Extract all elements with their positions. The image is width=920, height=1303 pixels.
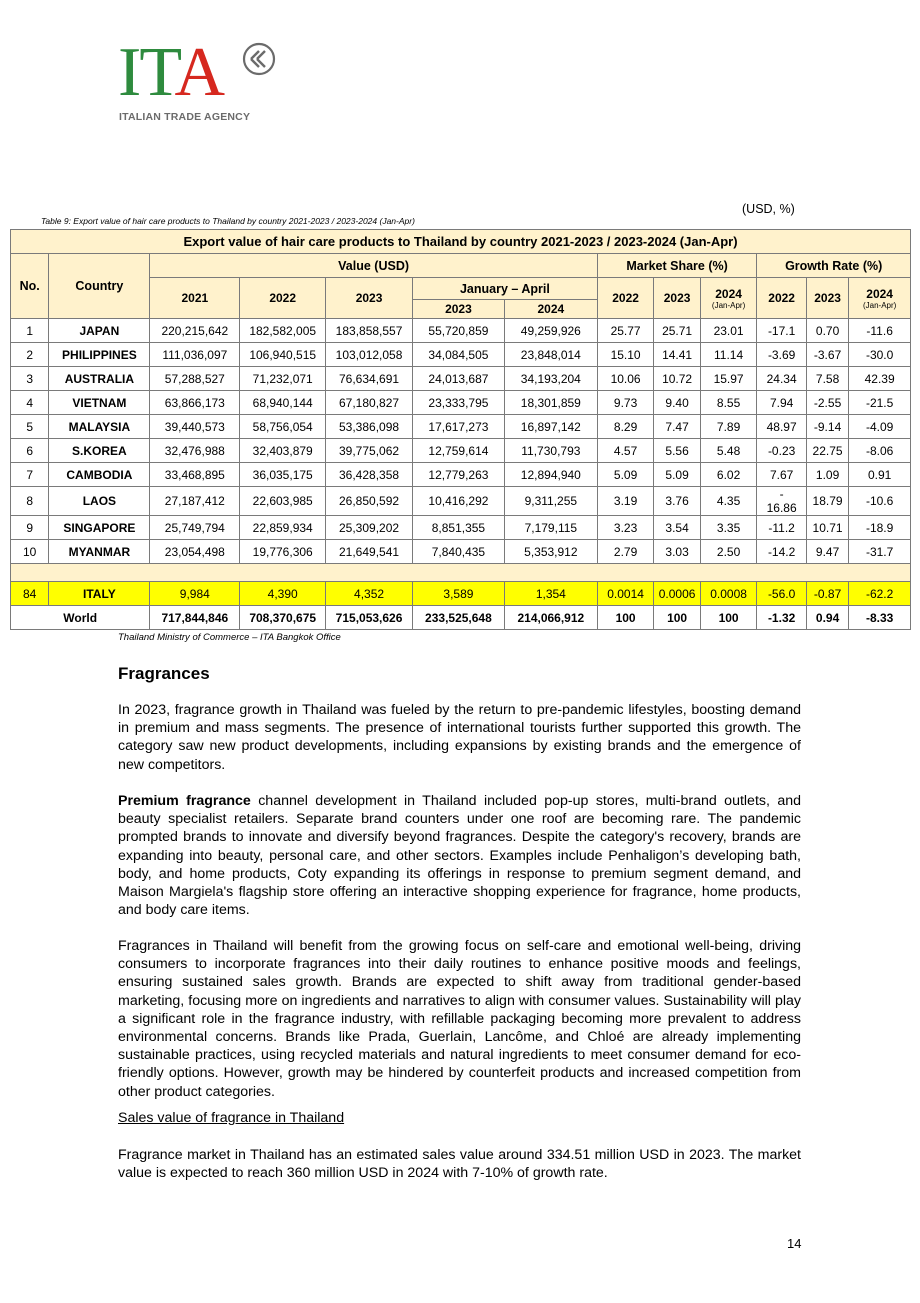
cell-v2021: 57,288,527 [150,367,240,391]
cell-ja2023: 34,084,505 [412,343,504,367]
cell-gr2024: -30.0 [849,343,911,367]
cell-gr2022: 48.97 [757,415,806,439]
page-number: 14 [787,1236,802,1251]
cell-v2023: 25,309,202 [326,516,413,540]
cell-ms2023: 25.71 [654,319,700,343]
table-row [11,516,911,540]
cell-v2023: 36,428,358 [326,463,413,487]
cell-v2022: 4,390 [240,582,326,606]
header-ja-2024: 2024 [504,300,597,319]
cell-gr2023: 0.70 [806,319,848,343]
cell-gr2024: -8.06 [849,439,911,463]
cell-ms2023: 3.76 [654,487,700,516]
cell-ja2024: 49,259,926 [504,319,597,343]
header-growth-group: Growth Rate (%) [757,254,911,278]
cell-no: 6 [11,439,49,463]
table-row [11,487,911,516]
header-ja-2023: 2023 [412,300,504,319]
cell-v2023: 183,858,557 [326,319,413,343]
cell-v2021: 32,476,988 [150,439,240,463]
cell-country: JAPAN [49,319,150,343]
cell-ms2022: 4.57 [597,439,654,463]
header-gr-2024 [849,278,911,319]
cell-v2022: 68,940,144 [240,391,326,415]
logo-arrows-icon [242,42,276,76]
cell-gr2022 [757,487,806,516]
paragraph-premium-lead: Premium fragrance [118,793,251,809]
cell-v2023: 715,053,626 [326,606,413,630]
cell-v2021: 63,866,173 [150,391,240,415]
header-jan-apr: January – April [412,278,597,300]
cell-ja2023: 8,851,355 [412,516,504,540]
cell-ms2023: 0.0006 [654,582,700,606]
cell-ms2022: 25.77 [597,319,654,343]
cell-gr2022: -11.2 [757,516,806,540]
cell-ms2024: 4.35 [700,487,757,516]
section-title: Fragrances [118,664,210,683]
units-note: (USD, %) [742,202,795,216]
header-gr-2024-sub: (Jan-Apr) [862,300,897,310]
cell-ja2023: 3,589 [412,582,504,606]
cell-ms2024: 11.14 [700,343,757,367]
cell-country: CAMBODIA [49,463,150,487]
cell-v2021: 111,036,097 [150,343,240,367]
cell-gr2024: -11.6 [849,319,911,343]
table-row-world [11,606,911,630]
table-row [11,319,911,343]
cell-ms2022: 10.06 [597,367,654,391]
cell-country: SINGAPORE [49,516,150,540]
cell-country: ITALY [49,582,150,606]
cell-gr2022: -3.69 [757,343,806,367]
cell-no: 1 [11,319,49,343]
logo-letter-i: I [118,34,140,111]
cell-v2023: 39,775,062 [326,439,413,463]
cell-ja2023: 7,840,435 [412,540,504,564]
cell-v2022: 106,940,515 [240,343,326,367]
cell-ja2023: 12,759,614 [412,439,504,463]
paragraph-sales-value: Fragrance market in Thailand has an estimated sales value around 334.51 million USD in 2023. The market value is expected to reach 360 million USD in 2024 with 7-10% of growth rate. [118,1147,801,1182]
cell-v2021: 220,215,642 [150,319,240,343]
cell-ms2023: 3.03 [654,540,700,564]
header-ms-2022: 2022 [597,278,654,319]
cell-v2023: 53,386,098 [326,415,413,439]
table-row [11,343,911,367]
header-share-group: Market Share (%) [597,254,757,278]
cell-country: MYANMAR [49,540,150,564]
cell-ja2024: 11,730,793 [504,439,597,463]
export-table [10,229,911,630]
header-value-group: Value (USD) [150,254,597,278]
cell-v2021: 717,844,846 [150,606,240,630]
cell-ms2024: 6.02 [700,463,757,487]
cell-v2023: 76,634,691 [326,367,413,391]
cell-gr2024: -8.33 [849,606,911,630]
header-gr-2024-year: 2024 [866,286,893,301]
header-row-1 [11,254,911,278]
cell-no: 5 [11,415,49,439]
cell-v2022: 22,603,985 [240,487,326,516]
cell-gr2023: -3.67 [806,343,848,367]
cell-ja2024: 5,353,912 [504,540,597,564]
cell-no: 2 [11,343,49,367]
table-row-italy [11,582,911,606]
cell-gr2023: 18.79 [806,487,848,516]
cell-ms2022: 9.73 [597,391,654,415]
table-spacer-row [11,564,911,582]
cell-gr2022-value: 16.86 [766,501,797,515]
table-title: Export value of hair care products to Thailand by country 2021-2023 / 2023-2024 (Jan-Apr) [11,230,911,254]
cell-v2022: 22,859,934 [240,516,326,540]
cell-v2023: 26,850,592 [326,487,413,516]
cell-country: VIETNAM [49,391,150,415]
header-no: No. [11,254,49,319]
cell-ms2022: 15.10 [597,343,654,367]
table-row [11,540,911,564]
cell-gr2022: -17.1 [757,319,806,343]
cell-gr2023: -2.55 [806,391,848,415]
header-gr-2023: 2023 [806,278,848,319]
cell-v2023: 67,180,827 [326,391,413,415]
cell-ms2024: 2.50 [700,540,757,564]
cell-gr2022: -1.32 [757,606,806,630]
cell-ms2024: 15.97 [700,367,757,391]
cell-ms2024: 23.01 [700,319,757,343]
cell-ja2024: 9,311,255 [504,487,597,516]
header-2022: 2022 [240,278,326,319]
cell-gr2024: -62.2 [849,582,911,606]
cell-gr2024: -10.6 [849,487,911,516]
cell-gr2022: -56.0 [757,582,806,606]
cell-world-label: World [11,606,150,630]
header-ms-2024-year: 2024 [715,286,742,301]
cell-gr2022: 7.94 [757,391,806,415]
cell-country: MALAYSIA [49,415,150,439]
cell-ja2023: 233,525,648 [412,606,504,630]
cell-gr2024: 42.39 [849,367,911,391]
cell-ms2022: 100 [597,606,654,630]
cell-ms2023: 10.72 [654,367,700,391]
cell-gr2023: 22.75 [806,439,848,463]
cell-ms2023: 5.56 [654,439,700,463]
cell-v2022: 32,403,879 [240,439,326,463]
cell-ja2024: 1,354 [504,582,597,606]
header-gr-2022: 2022 [757,278,806,319]
table-title-row [11,230,911,254]
logo-letter-a: A [174,34,224,111]
cell-gr2023: 1.09 [806,463,848,487]
cell-ja2023: 10,416,292 [412,487,504,516]
table-row [11,463,911,487]
table-row [11,439,911,463]
cell-ms2022: 2.79 [597,540,654,564]
cell-ms2023: 14.41 [654,343,700,367]
header-2023: 2023 [326,278,413,319]
cell-no: 84 [11,582,49,606]
cell-v2022: 182,582,005 [240,319,326,343]
cell-country: AUSTRALIA [49,367,150,391]
cell-no: 4 [11,391,49,415]
cell-country: S.KOREA [49,439,150,463]
logo-letter-t: T [139,34,175,111]
cell-no: 9 [11,516,49,540]
cell-ms2024: 100 [700,606,757,630]
cell-ja2024: 16,897,142 [504,415,597,439]
cell-gr2024: 0.91 [849,463,911,487]
cell-v2022: 58,756,054 [240,415,326,439]
cell-ja2024: 12,894,940 [504,463,597,487]
cell-ms2023: 7.47 [654,415,700,439]
cell-ja2024: 214,066,912 [504,606,597,630]
header-ms-2023: 2023 [654,278,700,319]
cell-ja2024: 7,179,115 [504,516,597,540]
cell-ja2023: 23,333,795 [412,391,504,415]
cell-ms2022: 5.09 [597,463,654,487]
cell-v2021: 33,468,895 [150,463,240,487]
cell-v2022: 19,776,306 [240,540,326,564]
cell-ms2023: 5.09 [654,463,700,487]
cell-gr2022: -0.23 [757,439,806,463]
cell-gr2024: -31.7 [849,540,911,564]
table-caption: Table 9: Export value of hair care products to Thailand by country 2021-2023 / 2023-2024 (Jan-Apr) [41,216,415,226]
cell-ms2022: 8.29 [597,415,654,439]
cell-ja2023: 12,779,263 [412,463,504,487]
paragraph-premium-body: channel development in Thailand included pop-up stores, multi-brand outlets, and beauty specialist retailers. Separate brand counters under one roof are becoming rare. The pandemic prompted brands to innovate and diversify beyond fragrances. Despite the category's recovery, brands are expanding into beauty, personal care, and other sectors. Examples include Penhaligon’s developing bath, body, and home products, Coty expanding its offerings in response to premium segment demand, and Maison Margiela's flagship store offering an interactive shopping experience for fragrance, home products, and body care items. [118,793,801,919]
table-row [11,415,911,439]
cell-v2023: 21,649,541 [326,540,413,564]
cell-v2021: 23,054,498 [150,540,240,564]
source-note: Thailand Ministry of Commerce – ITA Bangkok Office [118,632,341,643]
cell-no: 8 [11,487,49,516]
cell-gr2023: -0.87 [806,582,848,606]
header-ms-2024 [700,278,757,319]
ita-logo [118,34,278,128]
cell-gr2023: 7.58 [806,367,848,391]
spacer-cell [11,564,911,582]
cell-ja2024: 23,848,014 [504,343,597,367]
cell-ms2023: 9.40 [654,391,700,415]
cell-ja2024: 34,193,204 [504,367,597,391]
table-row [11,367,911,391]
cell-v2021: 25,749,794 [150,516,240,540]
cell-gr2023: -9.14 [806,415,848,439]
cell-ms2024: 8.55 [700,391,757,415]
cell-ms2022: 0.0014 [597,582,654,606]
paragraph-premium [118,792,801,919]
cell-ms2024: 0.0008 [700,582,757,606]
cell-ms2022: 3.19 [597,487,654,516]
paragraph-outlook: Fragrances in Thailand will benefit from the growing focus on self-care and emotional well-being, driving consumers to incorporate fragrances into their daily routines to enhance positive moods and feelings, ensuring sustained sales growth. Brands are expected to shift away from traditional gender-based marketing, focusing more on ingredients and narratives to align with consumer values. Sustainability will play a significant role in the fragrance industry, with refillable packaging becoming more prevalent to address environmental concerns. Brands like Prada, Guerlain, Lancôme, and Chloé are already implementing sustainable practices, using recycled materials and natural ingredients to meet consumer demand for eco-friendly options. However, growth may be hindered by counterfeit products and increased competition from other product categories. [118,938,801,1100]
cell-no: 10 [11,540,49,564]
cell-gr2022-sign: - [779,487,784,501]
header-country: Country [49,254,150,319]
cell-ms2024: 7.89 [700,415,757,439]
cell-v2023: 4,352 [326,582,413,606]
subsection-heading: Sales value of fragrance in Thailand [118,1110,345,1126]
cell-v2023: 103,012,058 [326,343,413,367]
cell-ja2023: 55,720,859 [412,319,504,343]
cell-v2021: 9,984 [150,582,240,606]
cell-country: PHILIPPINES [49,343,150,367]
cell-ja2023: 24,013,687 [412,367,504,391]
cell-gr2022: 7.67 [757,463,806,487]
table-row [11,391,911,415]
cell-v2022: 708,370,675 [240,606,326,630]
cell-gr2023: 10.71 [806,516,848,540]
cell-gr2022: 24.34 [757,367,806,391]
cell-gr2022: -14.2 [757,540,806,564]
cell-gr2024: -21.5 [849,391,911,415]
cell-v2022: 71,232,071 [240,367,326,391]
cell-gr2024: -18.9 [849,516,911,540]
cell-ja2024: 18,301,859 [504,391,597,415]
cell-ja2023: 17,617,273 [412,415,504,439]
cell-no: 7 [11,463,49,487]
cell-gr2023: 9.47 [806,540,848,564]
cell-country: LAOS [49,487,150,516]
logo-wordmark [118,34,224,111]
cell-v2021: 27,187,412 [150,487,240,516]
cell-ms2023: 3.54 [654,516,700,540]
header-ms-2024-sub: (Jan-Apr) [711,300,746,310]
paragraph-intro: In 2023, fragrance growth in Thailand was fueled by the return to pre-pandemic lifestyles, boosting demand in premium and mass segments. The presence of international tourists further supported this growth. The category saw new product developments, including expansions by existing brands and the emergence of new competitors. [118,702,801,773]
cell-ms2024: 5.48 [700,439,757,463]
cell-gr2024: -4.09 [849,415,911,439]
logo-subtitle: ITALIAN TRADE AGENCY [119,111,251,123]
cell-v2022: 36,035,175 [240,463,326,487]
header-2021: 2021 [150,278,240,319]
cell-ms2024: 3.35 [700,516,757,540]
cell-no: 3 [11,367,49,391]
cell-ms2022: 3.23 [597,516,654,540]
cell-ms2023: 100 [654,606,700,630]
cell-v2021: 39,440,573 [150,415,240,439]
cell-gr2023: 0.94 [806,606,848,630]
